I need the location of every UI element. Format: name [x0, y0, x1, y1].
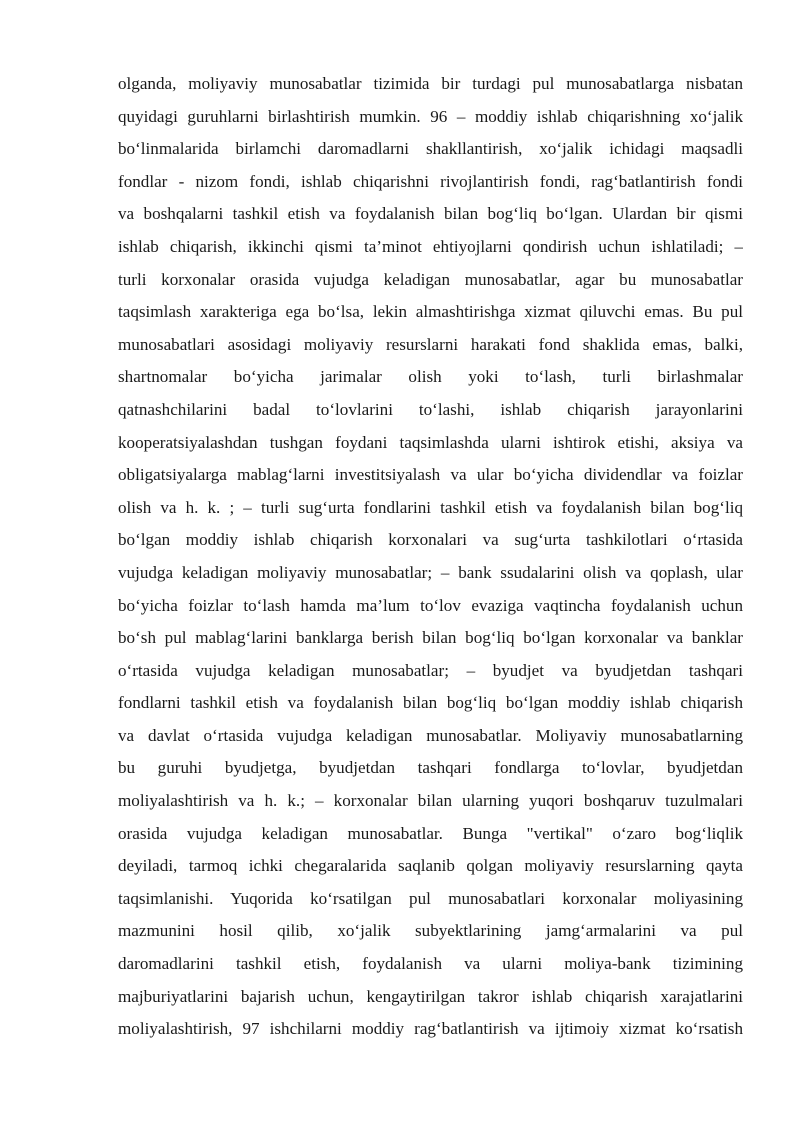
text-line: mazmunini hosil qilib, xo‘jalik subyektlarining jamg‘armalarini va pul	[118, 921, 743, 941]
text-line: deyiladi, tarmoq ichki chegaralarida saqlanib qolgan moliyaviy resurslarning qayta	[118, 856, 743, 876]
text-line: bo‘sh pul mablag‘larini banklarga berish bilan bog‘liq bo‘lgan korxonalar va banklar	[118, 628, 743, 648]
text-line: qatnashchilarini badal to‘lovlarini to‘lashi, ishlab chiqarish jarayonlarini	[118, 399, 743, 419]
text-line: olganda, moliyaviy munosabatlar tizimida bir turdagi pul munosabatlarga nisbatan	[118, 74, 743, 93]
text-line: moliyalashtirish, 97 ishchilarni moddiy rag‘batlantirish va ijtimoiy xizmat ko‘rsatish	[118, 1019, 743, 1039]
text-line: daromadlarini tashkil etish, foydalanish va ularni moliya-bank tizimining	[118, 954, 743, 974]
text-line: shartnomalar bo‘yicha jarimalar olish yoki to‘lash, turli birlashmalar	[118, 367, 743, 387]
text-line: bo‘yicha foizlar to‘lash hamda ma’lum to‘lov evaziga vaqtincha foydalanish uchun	[118, 595, 743, 615]
text-line: taqsimlanishi. Yuqorida ko‘rsatilgan pul munosabatlari korxonalar moliyasining	[118, 888, 743, 908]
text-line: fondlar - nizom fondi, ishlab chiqarishni rivojlantirish fondi, rag‘batlantirish fondi	[118, 171, 743, 191]
text-line: munosabatlari asosidagi moliyaviy resurslarni harakati fond shaklida emas, balki,	[118, 334, 743, 354]
text-line: bo‘lgan moddiy ishlab chiqarish korxonalari va sug‘urta tashkilotlari o‘rtasida	[118, 530, 743, 550]
body-text	[118, 68, 743, 1046]
text-line: obligatsiyalarga mablag‘larni investitsiyalash va ular bo‘yicha dividendlar va foizlar	[118, 465, 743, 485]
text-line: quyidagi guruhlarni birlashtirish mumkin. 96 – moddiy ishlab chiqarishning xo‘jalik	[118, 106, 743, 126]
text-line: bo‘linmalarida birlamchi daromadlarni shakllantirish, xo‘jalik ichidagi maqsadli	[118, 139, 743, 159]
text-line: va davlat o‘rtasida vujudga keladigan munosabatlar. Moliyaviy munosabatlarning	[118, 725, 743, 745]
text-line: fondlarni tashkil etish va foydalanish bilan bog‘liq bo‘lgan moddiy ishlab chiqarish	[118, 693, 743, 713]
text-line: majburiyatlarini bajarish uchun, kengaytirilgan takror ishlab chiqarish xarajatlarini	[118, 986, 743, 1006]
text-line: orasida vujudga keladigan munosabatlar. Bunga "vertikal" o‘zaro bog‘liqlik	[118, 823, 743, 843]
text-line: vujudga keladigan moliyaviy munosabatlar; – bank ssudalarini olish va qoplash, ular	[118, 562, 743, 582]
text-line: kooperatsiyalashdan tushgan foydani taqsimlashda ularni ishtirok etishi, aksiya va	[118, 432, 743, 452]
text-line: moliyalashtirish va h. k.; – korxonalar bilan ularning yuqori boshqaruv tuzulmalari	[118, 791, 743, 811]
text-line: ishlab chiqarish, ikkinchi qismi ta’minot ehtiyojlarni qondirish uchun ishlatiladi; –	[118, 236, 743, 256]
text-line: o‘rtasida vujudga keladigan munosabatlar; – byudjet va byudjetdan tashqari	[118, 660, 743, 680]
text-line: taqsimlash xarakteriga ega bo‘lsa, lekin almashtirishga xizmat qiluvchi emas. Bu pul	[118, 302, 743, 322]
text-line: va boshqalarni tashkil etish va foydalanish bilan bog‘liq bo‘lgan. Ulardan bir qismi	[118, 204, 743, 224]
text-line: turli korxonalar orasida vujudga keladigan munosabatlar, agar bu munosabatlar	[118, 269, 743, 289]
text-line: bu guruhi byudjetga, byudjetdan tashqari fondlarga to‘lovlar, byudjetdan	[118, 758, 743, 778]
text-line: olish va h. k. ; – turli sug‘urta fondlarini tashkil etish va foydalanish bilan bog‘liq	[118, 497, 743, 517]
